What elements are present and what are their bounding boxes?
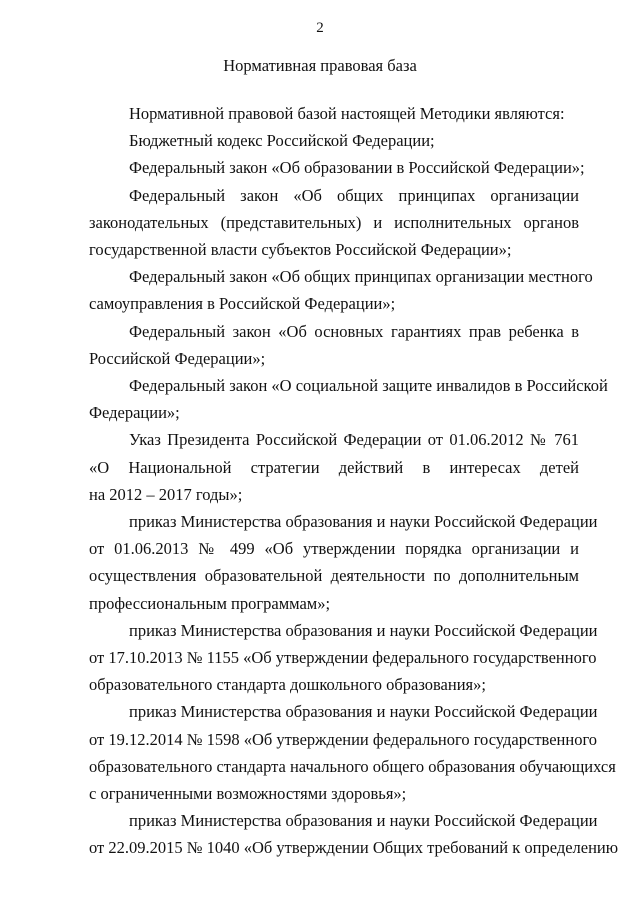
paragraph	[89, 263, 593, 317]
paragraph-line: «О Национальной стратегии действий в интересах детей	[89, 457, 579, 477]
paragraph-line: приказ Министерства образования и науки Российской Федерации	[129, 620, 598, 640]
section-title: Нормативная правовая база	[223, 56, 417, 75]
paragraph-line: Федеральный закон «Об основных гарантиях прав ребенка в	[129, 321, 579, 341]
paragraph	[89, 182, 579, 264]
document-body	[89, 100, 619, 862]
paragraph-line: осуществления образовательной деятельности по дополнительным	[89, 566, 579, 586]
paragraph	[89, 807, 619, 861]
paragraph-line: профессиональным программам»;	[89, 593, 331, 613]
paragraph-line: Указ Президента Российской Федерации от 01.06.2012 № 761	[129, 430, 579, 450]
paragraph-line: от 01.06.2013 № 499 «Об утверждении порядка организации и	[89, 539, 579, 559]
paragraph-line: от 19.12.2014 № 1598 «Об утверждении федерального государственного	[89, 729, 598, 749]
paragraph	[89, 372, 608, 426]
paragraph-line: Российской Федерации»;	[89, 348, 266, 368]
paragraph	[89, 154, 585, 181]
paragraph-line: от 22.09.2015 № 1040 «Об утверждении Общих требований к определению	[89, 838, 619, 858]
paragraph	[89, 617, 598, 699]
paragraph-line: на 2012 – 2017 годы»;	[89, 484, 243, 504]
paragraph-line: с ограниченными возможностями здоровья»;	[89, 784, 407, 804]
page-number: 2	[316, 20, 324, 36]
paragraph-line: Федеральный закон «Об общих принципах организации местного	[129, 267, 593, 287]
paragraph-line: государственной власти субъектов Российской Федерации»;	[89, 240, 512, 260]
paragraph-line: приказ Министерства образования и науки Российской Федерации	[129, 702, 598, 722]
paragraph-line: Нормативной правовой базой настоящей Методики являются:	[129, 104, 565, 123]
paragraph-line: приказ Министерства образования и науки Российской Федерации	[129, 512, 598, 532]
paragraph	[89, 100, 579, 127]
paragraph	[89, 426, 579, 508]
paragraph	[89, 127, 579, 154]
paragraph	[89, 508, 598, 617]
paragraph-line: самоуправления в Российской Федерации»;	[89, 294, 396, 314]
paragraph	[89, 698, 616, 807]
paragraph-line: от 17.10.2013 № 1155 «Об утверждении федерального государственного	[89, 648, 597, 668]
paragraph-line: образовательного стандарта дошкольного образования»;	[89, 675, 486, 695]
paragraph-line: Федеральный закон «Об образовании в Российской Федерации»;	[129, 158, 585, 178]
paragraph-line: Федеральный закон «О социальной защите инвалидов в Российской	[129, 376, 608, 396]
paragraph-line: приказ Министерства образования и науки Российской Федерации	[129, 811, 598, 831]
paragraph	[89, 318, 579, 372]
paragraph-line: законодательных (представительных) и исполнительных органов	[89, 212, 579, 232]
paragraph-line: образовательного стандарта начального общего образования обучающихся	[89, 756, 616, 776]
paragraph-line: Федеральный закон «Об общих принципах организации	[129, 185, 579, 205]
paragraph-line: Федерации»;	[89, 403, 180, 423]
paragraph-line: Бюджетный кодекс Российской Федерации;	[129, 131, 435, 151]
